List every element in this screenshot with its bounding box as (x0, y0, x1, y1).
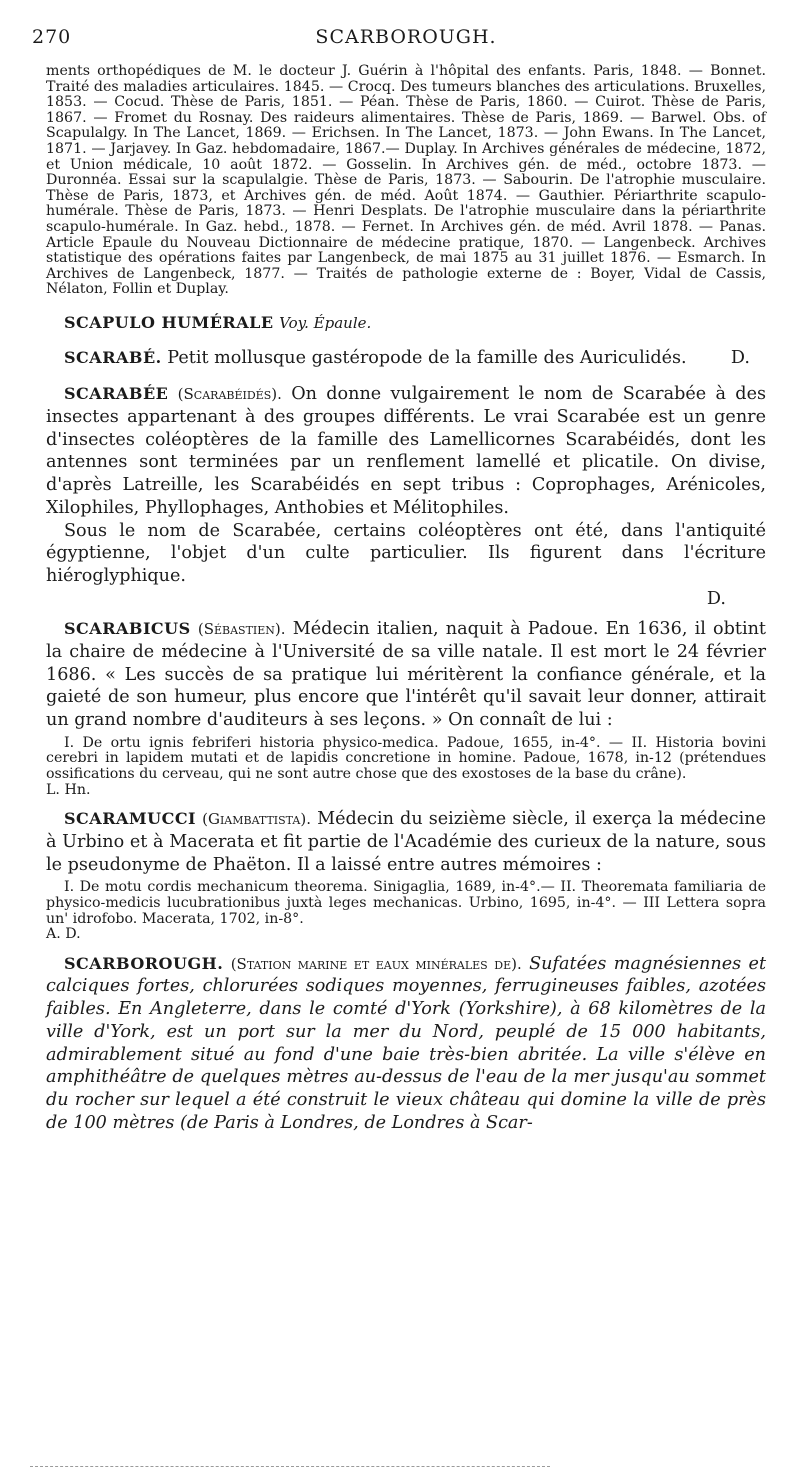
signature: D. (730, 347, 750, 368)
entry-scaramucci (46, 808, 766, 942)
paragraph: Médecin du seizième siècle, il exerça la médecine à Urbino et à Macerata et fit partie de l'Académie des curieux de la nature, sous le pseudonyme de Phaëton. Il a laissé entre autres mémoires : (46, 809, 766, 875)
page-number: 270 (32, 26, 72, 48)
headword: SCAPULO HUMÉRALE (64, 312, 274, 332)
paragraph: Sous le nom de Scarabée, certains coléoptères ont été, dans l'antiquité égyptienne, l'objet d'un culte particulier. Ils figurent dans l'écriture hiéroglyphique. (46, 520, 766, 586)
signature: A. D. (46, 926, 81, 943)
cross-reference: Voy. Épaule. (279, 313, 372, 332)
subtitle: (Sébastien). (197, 620, 286, 639)
subtitle: (Scarabéidés). (177, 385, 282, 404)
subtitle: (Station marine et eaux minérales de). (230, 954, 522, 973)
entry-scarabe (46, 347, 766, 370)
headword: SCARABICUS (64, 619, 191, 639)
entry-scarborough (46, 953, 766, 1135)
paragraph: Sufatées magnésiennes et calciques fortes, chlorurées sodiques moyennes, ferrugineuses faibles, azotées faibles. En Angleterre, dans le comté d'York (Yorkshire), à 68 kilomètres de la ville d'York, est un port sur la mer du Nord, peuplé de 15 000 habitants, admirablement situé au fond d'une baie très-bien abritée. La ville s'élève en amphithéâtre de quelques mètres au-dessus de l'eau de la mer jusqu'au sommet du rocher sur lequel a été construit le vieux château qui domine la ville de près de 100 mètres (de Paris à Londres, de Londres à Scar- (46, 953, 767, 1133)
headword: SCARAMUCCI (64, 809, 197, 829)
footer-rule (30, 1466, 550, 1467)
subtitle: (Giambattista). (202, 810, 311, 829)
signature: L. Hn. (46, 781, 91, 798)
running-title: SCARBOROUGH. (315, 26, 497, 48)
works-list: I. De motu cordis mechanicum theorema. Sinigaglia, 1689, in-4°.— II. Theoremata familiaria de physico-medicis lucubrationibus juxtà leges mechanicas. Urbino, 1695, in-4°. — III Lettera sopra un' idrofobo. Macerata, 1702, in-8°. (46, 879, 766, 927)
page-header (32, 26, 766, 56)
headword: SCARABÉ. (64, 347, 162, 367)
entry-scarabee (46, 383, 766, 610)
bibliography-text: ments orthopédiques de M. le docteur J. Guérin à l'hôpital des enfants. Paris, 1848. — Bonnet. Traité des maladies articulaires. 1845. — Crocq. Des tumeurs blanches des articulations. Bruxelles, 1853. — Cocud. Thèse de Paris, 1851. — Péan. Thèse de Paris, 1860. — Cuirot. Thèse de Paris, 1867. — Fromet du Rosnay. Des raideurs alimentaires. Thèse de Paris, 1869. — Barwel. Obs. of Scapulalgy. In The Lancet, 1869. — Erichsen. In The Lancet, 1873. — John Ewans. In The Lancet, 1871. — Jarjavey. In Gaz. hebdomadaire, 1867.— Duplay. In Archives générales de médecine, 1872, et Union médicale, 10 août 1872. — Gosselin. In Archives gén. de méd., octobre 1873. — Duronnéa. Essai sur la scapulalgie. Thèse de Paris, 1873. — Sabourin. De l'atrophie musculaire. Thèse de Paris, 1873, et Archives gén. de méd. Août 1874. — Gauthier. Périarthrite scapulo-humérale. Thèse de Paris, 1873. — Henri Desplats. De l'atrophie musculaire dans la périarthrite scapulo-humérale. In Gaz. hebd., 1878. — Fernet. In Archives gén. de méd. Avril 1878. — Panas. Article Epaule du Nouveau Dictionnaire de médecine pratique, 1870. — Langenbeck. Archives statistique des opérations faites par Langenbeck, de mai 1875 au 31 juillet 1876. — Esmarch. In Archives de Langenbeck, 1877. — Traités de pathologie externe de : Boyer, Vidal de Cassis, Nélaton, Follin et Duplay. (46, 63, 766, 298)
works-list: I. De ortu ignis febriferi historia physico-medica. Padoue, 1655, in-4°. — II. Historia bovini cerebri in lapidem mutati et de lapidis concretione in homine. Padoue, 1678, in-12 (prétendues ossifications du cerveau, qui ne sont autre chose que des exostoses de la base du crâne). (46, 734, 766, 783)
definition: Petit mollusque gastéropode de la famille des Auriculidés. (167, 347, 687, 368)
paragraph: Médecin italien, naquit à Padoue. En 1636, il obtint la chaire de médecine à l'Université de sa ville natale. Il est mort le 24 février 1686. « Les succès de sa pratique lui méritèrent la confiance générale, et la gaieté de son humeur, plus encore que l'intérêt qu'il savait leur donner, attirait un grand nombre d'auditeurs à ses leçons. » On connaît de lui : (46, 619, 766, 731)
bibliography-block (46, 64, 766, 298)
paragraph: On donne vulgairement le nom de Scarabée à des insectes appartenant à des groupes différents. Le vrai Scarabée est un genre d'insectes coléoptères de la famille des Lamellicornes Scarabéidés, dont les antennes sont terminées par un renflement lamellé et plicatile. On divise, d'après Latreille, les Scarabéidés en sept tribus : Coprophages, Arénicoles, Xilophiles, Phyllophages, Anthobies et Mélitophiles. (46, 384, 767, 518)
entry-scarabicus (46, 618, 766, 798)
entry-scapulo-humerale (46, 312, 766, 335)
headword: SCARBOROUGH. (64, 953, 224, 973)
dictionary-page (32, 26, 767, 1134)
headword: SCARABÉE (64, 384, 169, 404)
signature: D. (706, 588, 726, 609)
